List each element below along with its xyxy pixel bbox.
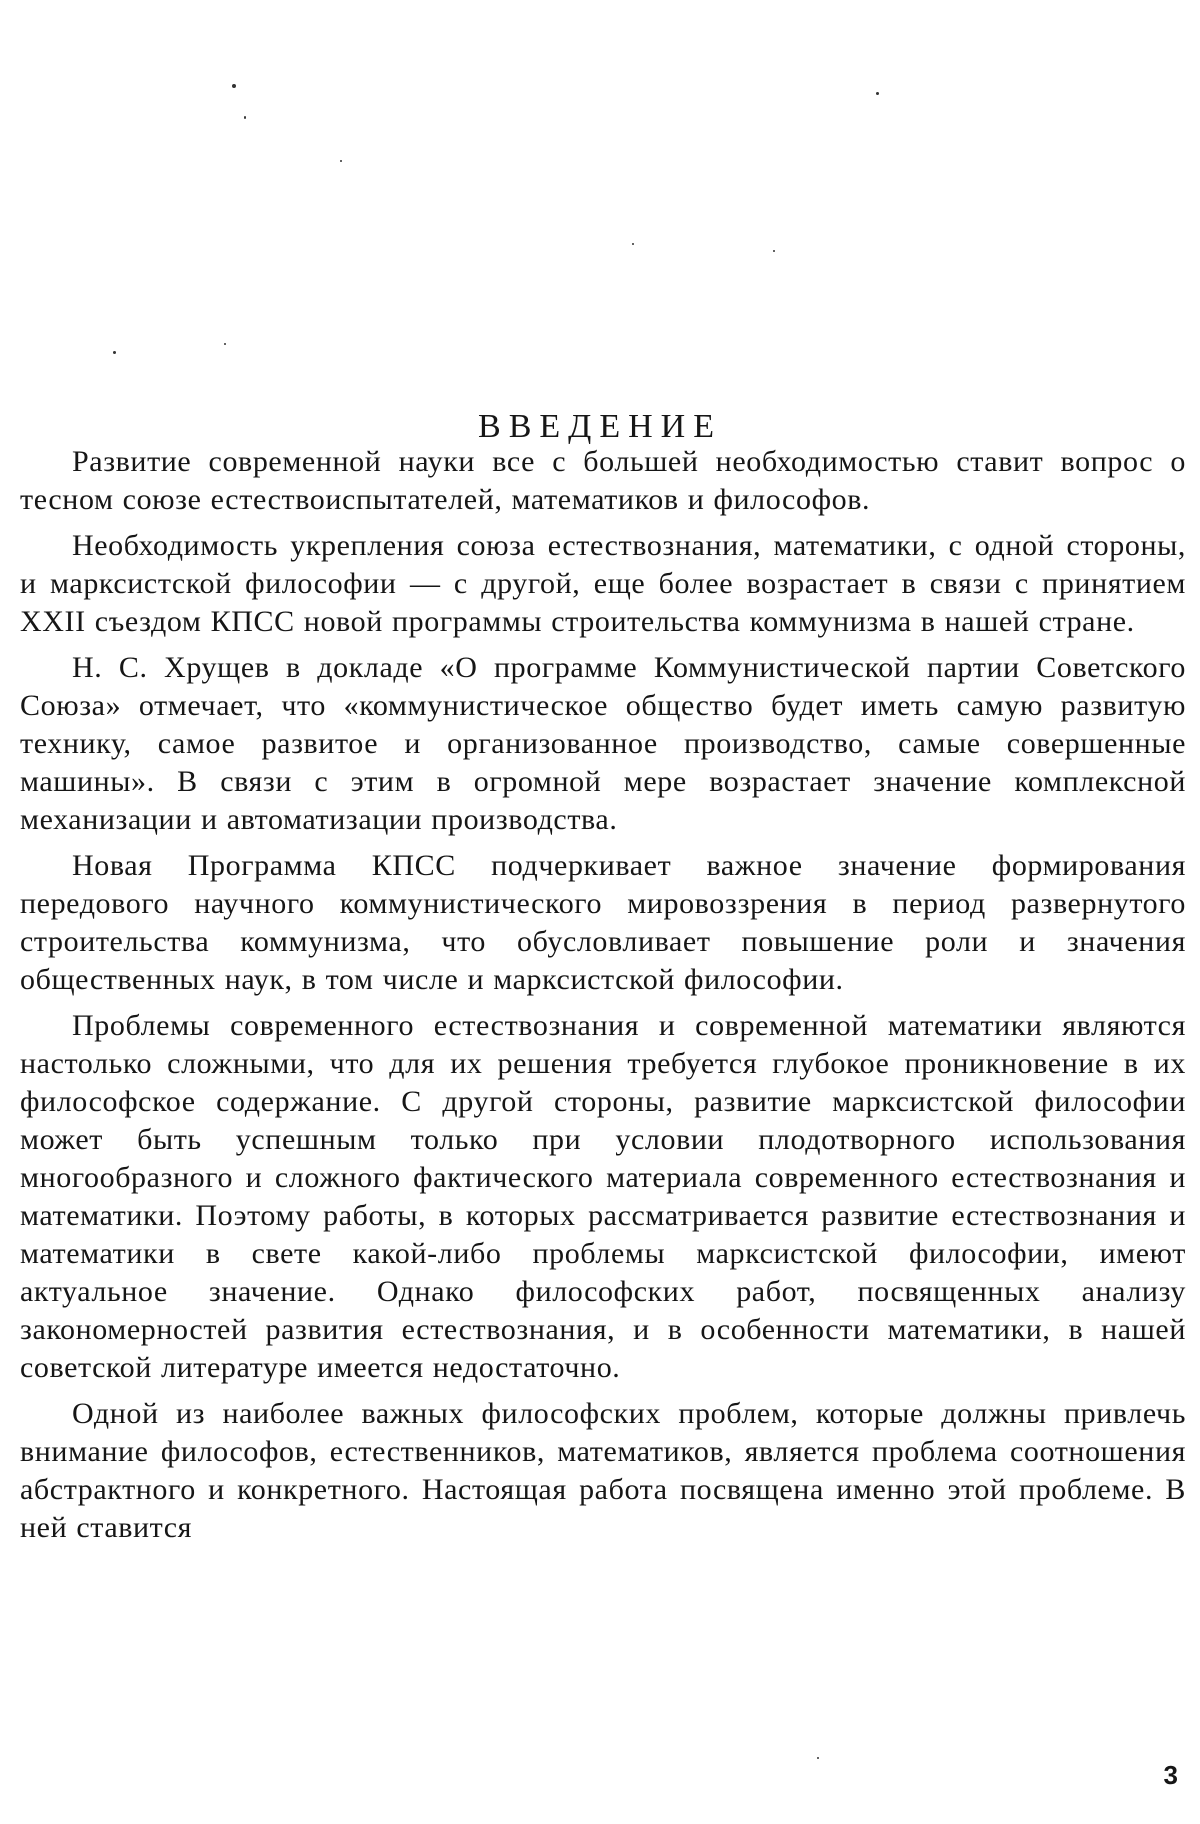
paragraph: Одной из наиболее важных философских проблем, которые должны привлечь внимание философов, естественников, математиков, является проблема соотношения абстрактного и конкретного. Настоящая работа посвящена именно этой проблеме. В ней ставится — [20, 1397, 1186, 1544]
body-text — [20, 443, 1186, 1555]
page-number: 3 — [1163, 1760, 1178, 1790]
paragraph: Необходимость укрепления союза естествознания, математики, с одной стороны, и марксистской философии — с другой, еще более возрастает в связи с принятием XXII съездом КПСС новой программы строительства коммунизма в нашей стране. — [20, 529, 1186, 638]
scan-speck — [340, 160, 342, 162]
scan-speck — [244, 116, 246, 119]
chapter-title: ВВЕДЕНИЕ — [478, 407, 722, 445]
scan-speck — [632, 243, 634, 245]
scan-speck — [773, 250, 775, 252]
paragraph: Новая Программа КПСС подчеркивает важное значение формирования передового научного коммунистического мировоззрения в период развернутого строительства коммунизма, что обусловливает повышение роли и значения общественных наук, в том числе и марксистской философии. — [20, 849, 1186, 996]
scan-speck — [876, 92, 879, 95]
scan-speck — [113, 351, 116, 354]
paragraph: Проблемы современного естествознания и современной математики являются настолько сложными, что для их решения требуется глубокое проникновение в их философское содержание. С другой стороны, развитие марксистской философии может быть успешным только при условии плодотворного использования многообразного и сложного фактического материала современного естествознания и математики. Поэтому работы, в которых рассматривается развитие естествознания и математики в свете какой-либо проблемы марксистской философии, имеют актуальное значение. Однако философских работ, посвященных анализу закономерностей развития естествознания, и в особенности математики, в нашей советской литературе имеется недостаточно. — [20, 1009, 1186, 1384]
scan-speck — [817, 1757, 819, 1759]
paragraph: Развитие современной науки все с большей необходимостью ставит вопрос о тесном союзе естествоиспытателей, математиков и философов. — [20, 445, 1186, 516]
scan-speck — [224, 343, 226, 345]
paragraph: Н. С. Хрущев в докладе «О программе Коммунистической партии Советского Союза» отмечает, что «коммунистическое общество будет иметь самую развитую технику, самое развитое и организованное производство, самые совершенные машины». В связи с этим в огромной мере возрастает значение комплексной механизации и автоматизации производства. — [20, 651, 1186, 836]
scan-speck — [232, 84, 236, 88]
